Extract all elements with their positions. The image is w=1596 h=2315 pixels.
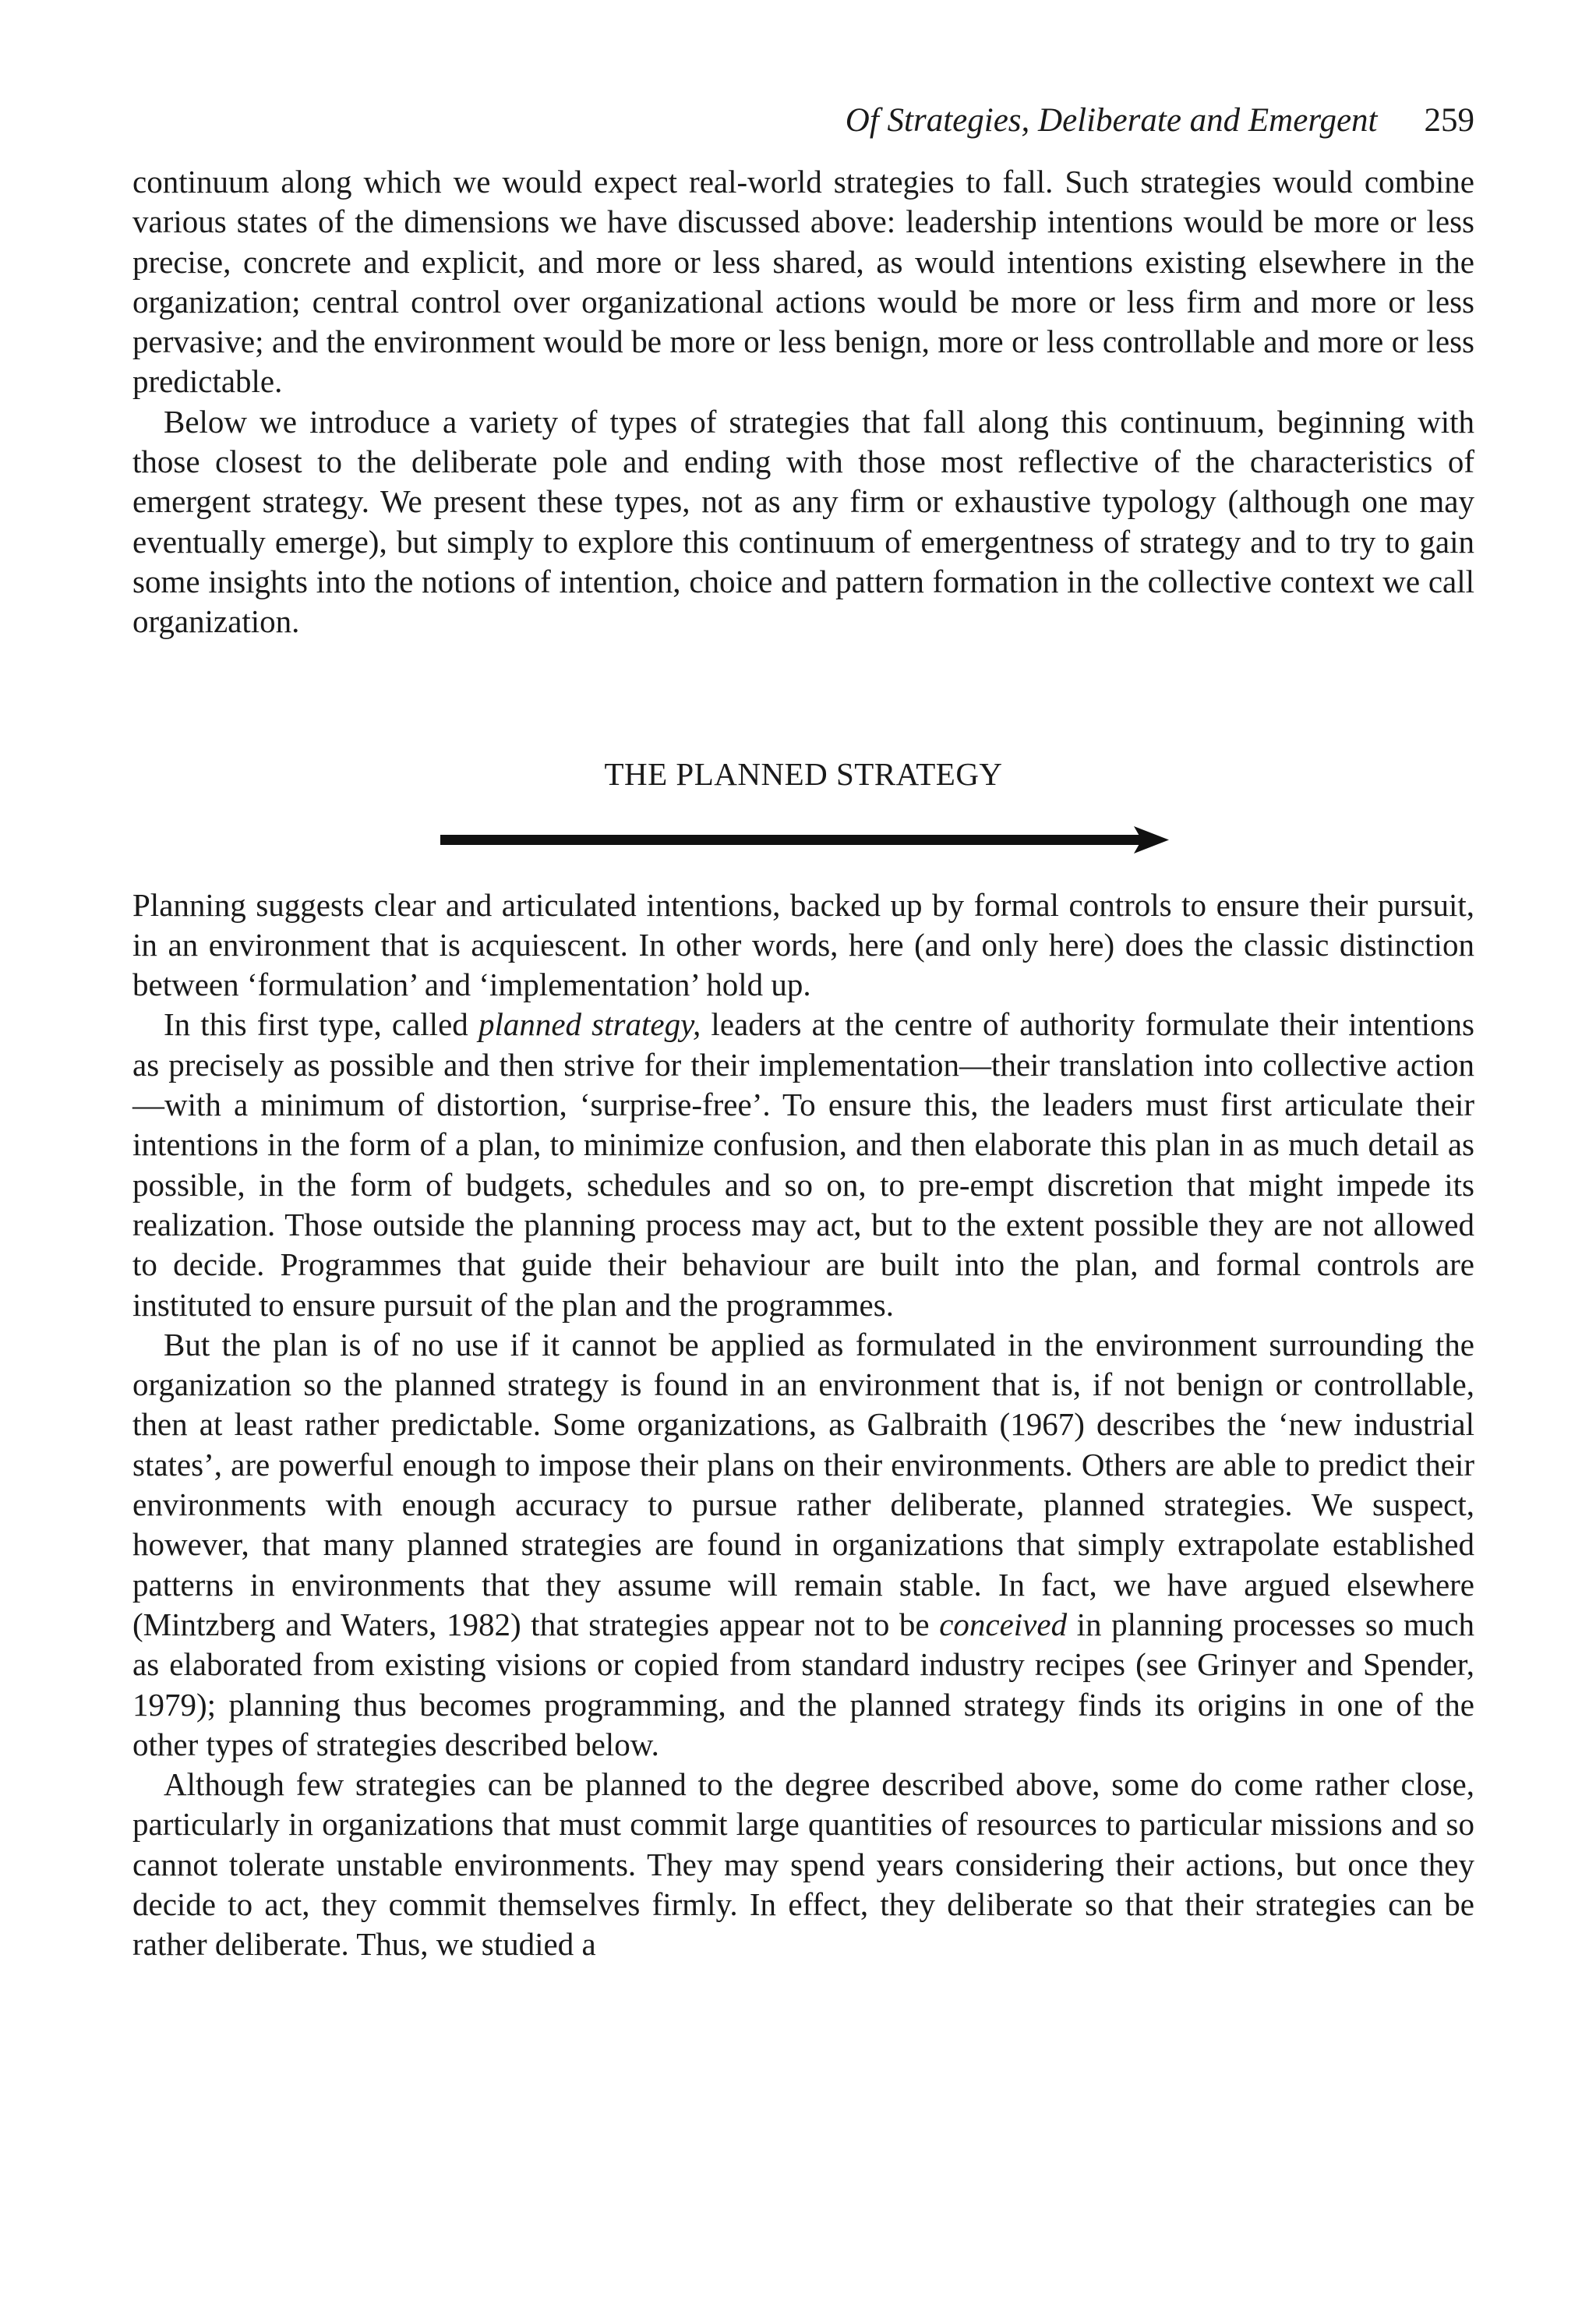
right-arrow-icon [440,825,1173,856]
running-title: Of Strategies, Deliberate and Emergent [845,102,1378,139]
text-run: leaders at the centre of authority formulate their intentions as precisely as possible and then strive for their implementation—their translation into collective action—with a minimum of distortion, ‘surprise-free’. To ensure this, the leaders must first articulate their intentions in the form of a plan, to minimize confusion, and then elaborate this plan in as much detail as possible, in the form of budgets, schedules and so on, to pre-empt discretion that might impede its realization. Those outside the planning process may act, but to the extent possible they are not allowed to decide. Programmes that guide their behaviour are built into the plan, and formal controls are instituted to ensure pursuit of the plan and the programmes. [132,1006,1474,1323]
italic-term: conceived [939,1606,1068,1642]
text-run: But the plan is of no use if it cannot be applied as formulated in the environment surrounding the organization so the planned strategy is found in an environment that is, if not benign or controllable, then at least rather predictable. Some organizations, as Galbraith (1967) describes the ‘new industrial states’, are powerful enough to impose their plans on their environments. Others are able to predict their environments with enough accuracy to pursue rather deliberate, planned strategies. We suspect, however, that many planned strategies are found in organizations that simply extrapolate established patterns in environments that they assume will remain stable. In fact, we have argued elsewhere (Mintzberg and Waters, 1982) that strategies appear not to be [132,1326,1474,1642]
paragraph-commitment: Although few strategies can be planned to the degree described above, some do come rather close, particularly in organizations that must commit large quantities of resources to particular missions and so cannot tolerate unstable environments. They may spend years considering their actions, but once they decide to act, they commit themselves firmly. In effect, they deliberate so that their strategies can be rather deliberate. Thus, we studied a [132,1766,1474,1963]
paragraph-environment [132,1325,1474,1765]
arrow-figure [132,825,1474,856]
paragraph-types-intro: Below we introduce a variety of types of strategies that fall along this continuum, beginning with those closest to the deliberate pole and ending with those most reflective of the characteristics of emergent strategy. We present these types, not as any firm or exhaustive typology (although one may eventually emerge), but simply to explore this continuum of emergentness of strategy and to try to gain some insights into the notions of intention, choice and pattern formation in the collective context we call organization. [132,403,1474,640]
paragraph-planned-strategy [132,1005,1474,1324]
italic-term: planned strategy, [478,1006,701,1043]
text-run: In this first type, called [164,1006,478,1043]
running-header [132,101,1474,140]
paragraph-planning-intro: Planning suggests clear and articulated intentions, backed up by formal controls to ensure their pursuit, in an environment that is acquiescent. In other words, here (and only here) does the classic distinction between ‘formulation’ and ‘implementation’ hold up. [132,886,1474,1003]
page [132,101,1474,1965]
section-heading: THE PLANNED STRATEGY [604,755,1003,792]
text-run: in planning processes so much as elaborated from existing visions or copied from standard industry recipes (see Grinyer and Spender, 1979); planning thus becomes programming, and the planned strategy finds its origins in one of the other types of strategies described below. [132,1606,1474,1762]
paragraph-continuum: continuum along which we would expect real-world strategies to fall. Such strategies would combine various states of the dimensions we have discussed above: leadership intentions would be more or less precise, concrete and explicit, and more or less shared, as would intentions existing elsewhere in the organization; central control over organizational actions would be more or less firm and more or less pervasive; and the environment would be more or less benign, more or less controllable and more or less predictable. [132,164,1474,400]
page-number: 259 [1424,102,1474,139]
